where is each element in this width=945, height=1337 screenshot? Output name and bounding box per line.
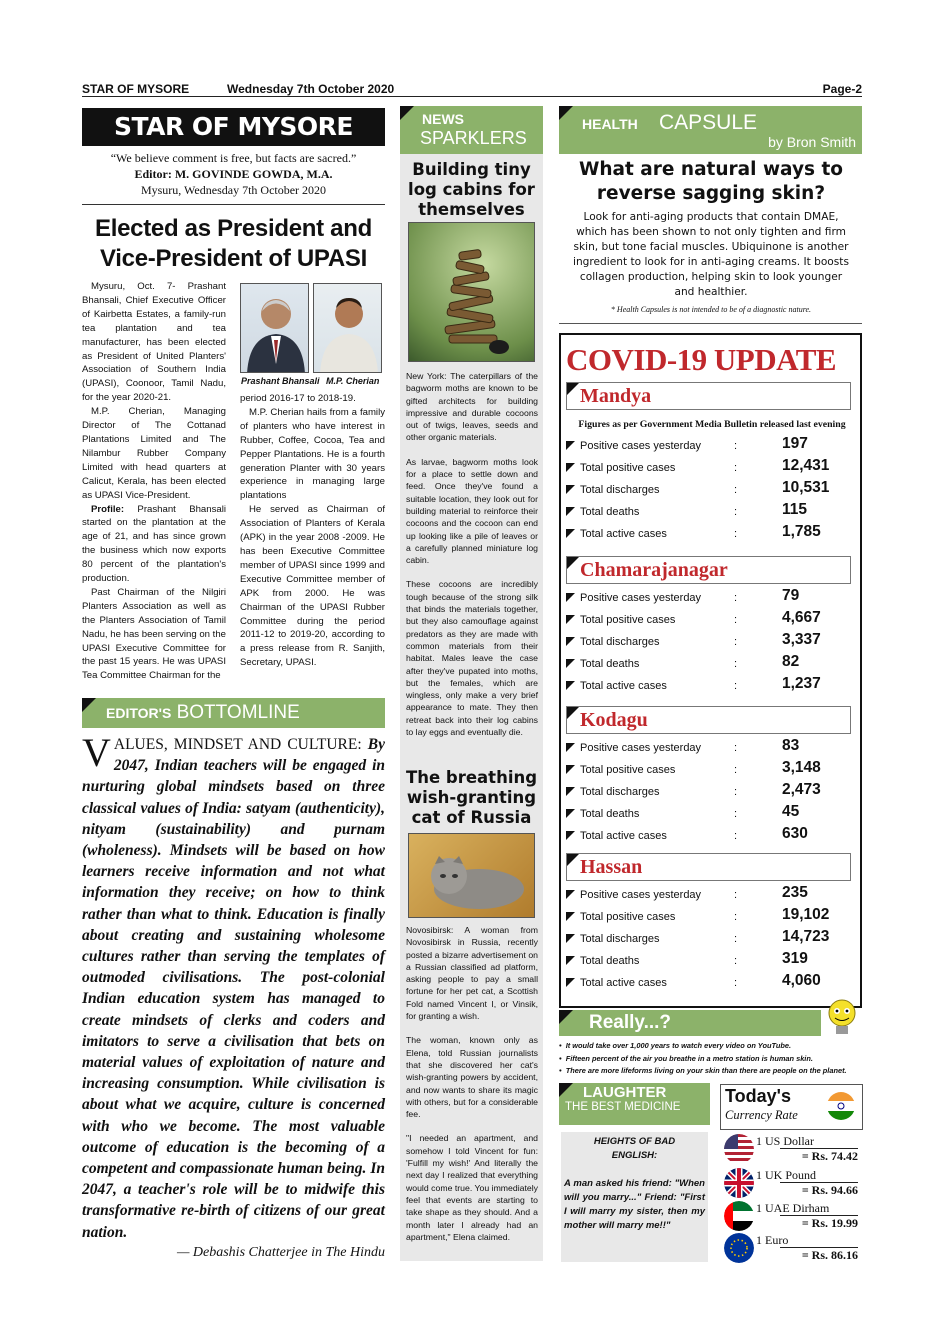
covid-stat-row bbox=[566, 674, 852, 694]
bullet-triangle bbox=[566, 659, 575, 668]
covid-stat-row bbox=[566, 883, 852, 903]
stat-label: Positive cases yesterday bbox=[580, 742, 702, 754]
dateline: Mysuru, Wednesday 7th October 2020 bbox=[140, 183, 327, 197]
joke-heading: HEIGHTS OF BAD ENGLISH: bbox=[593, 1136, 676, 1161]
stat-value: 4,667 bbox=[782, 609, 821, 626]
divider bbox=[82, 204, 385, 205]
really-title: Really...? bbox=[589, 1012, 672, 1033]
lead-paragraph: He served as Chairman of Association of Planters of Kerala (APK) in the year 2008 -2009. He has been Executive Committee member of UPASI since 1999 and Executive Committee member of APK from 2000. He was Chairman of the UPASI Rubber Committee during the period 2011-12 to 2019-20, according to a press release from R. Sanjith, Secretary, UPASI. bbox=[240, 504, 385, 669]
lead-paragraph: Mysuru, Oct. 7- Prashant Bhansali, Chief Executive Officer of Kairbetta Estates, a family-run tea plantation and tea manufacturer, has been elected as President of United Planters' Association of Southern India (UPASI), Coonoor, Tamil Nadu, for the year 2020-21. bbox=[82, 281, 226, 404]
stat-value: 82 bbox=[782, 653, 800, 670]
caption-cherian: M.P. Cherian bbox=[326, 376, 380, 386]
banner-label-bold: NEWS bbox=[422, 111, 464, 127]
editor-name: Editor: M. GOVINDE GOWDA, M.A. bbox=[134, 167, 333, 181]
bullet-triangle bbox=[566, 743, 575, 752]
colon: : bbox=[734, 764, 738, 776]
stat-value: 3,148 bbox=[782, 759, 821, 776]
banner-label-bold: EDITOR'S bbox=[106, 705, 172, 721]
stat-label: Positive cases yesterday bbox=[580, 592, 702, 604]
story1-body bbox=[406, 370, 538, 750]
editorial-signature: — Debashis Chatterjee in The Hindu bbox=[176, 1245, 385, 1260]
colon: : bbox=[734, 636, 738, 648]
colon: : bbox=[734, 440, 738, 452]
stat-label: Total positive cases bbox=[580, 462, 676, 474]
rate-name: 1 UK Pound bbox=[756, 1168, 817, 1182]
fact-item: • It would take over 1,000 years to watch every video on YouTube. bbox=[559, 1041, 792, 1050]
stat-label: Positive cases yesterday bbox=[580, 440, 702, 452]
district-header bbox=[566, 556, 851, 584]
stat-value: 79 bbox=[782, 587, 800, 604]
stat-value: 319 bbox=[782, 950, 808, 967]
stat-label: Total positive cases bbox=[580, 764, 676, 776]
bullet-triangle bbox=[566, 507, 575, 516]
stat-value: 19,102 bbox=[782, 906, 830, 923]
corner-triangle bbox=[567, 557, 579, 569]
health-capsule-banner bbox=[559, 106, 862, 154]
rate-value: = Rs. 19.99 bbox=[780, 1215, 858, 1231]
stat-value: 1,237 bbox=[782, 675, 821, 692]
header-paper: STAR OF MYSORE bbox=[82, 82, 190, 96]
stat-value: 115 bbox=[782, 501, 808, 518]
covid-stat-row bbox=[566, 927, 852, 947]
covid-title: COVID-19 UPDATE bbox=[566, 342, 837, 377]
covid-stat-row bbox=[566, 905, 852, 925]
story-paragraph: "I needed an apartment, and somehow I told Vincent for fun: 'Fulfill my wish!' And literally the next day I realized that everything would come true. You immediately feel that events are starting to take shape as they should. And a month later I already had an apartment," Elena claimed. bbox=[406, 1133, 538, 1242]
corner-triangle bbox=[559, 1083, 573, 1097]
stat-label: Total discharges bbox=[580, 933, 660, 945]
editorial-text bbox=[82, 730, 385, 1243]
story2-body bbox=[406, 924, 538, 1255]
covid-stat-row bbox=[566, 971, 852, 991]
stat-label: Total discharges bbox=[580, 786, 660, 798]
caption-prashant: Prashant Bhansali bbox=[241, 376, 320, 386]
bullet-triangle bbox=[566, 809, 575, 818]
lead-column-b bbox=[240, 392, 385, 670]
covid-stat-row bbox=[566, 758, 852, 778]
covid-stat-row bbox=[566, 780, 852, 800]
really-banner bbox=[559, 1010, 821, 1036]
cat-icon bbox=[409, 834, 535, 918]
story-paragraph: New York: The caterpillars of the bagworm moths are known to be gifted architects for building impressive and durable cocoons out of twigs, leaves, seeds and other organic materials. bbox=[406, 371, 538, 443]
story2-title: The breathing wish-granting cat of Russia bbox=[405, 768, 538, 827]
district-header bbox=[566, 382, 851, 410]
stat-value: 630 bbox=[782, 825, 808, 842]
story1-title: Building tiny log cabins for themselves bbox=[408, 160, 535, 219]
log-cabin-icon bbox=[409, 223, 535, 362]
district-name: Chamarajanagar bbox=[580, 559, 728, 581]
stat-value: 12,431 bbox=[782, 457, 830, 474]
uk-flag-icon bbox=[724, 1168, 754, 1198]
covid-stat-row bbox=[566, 652, 852, 672]
stat-value: 10,531 bbox=[782, 479, 830, 496]
rate-row bbox=[724, 1231, 864, 1263]
drop-cap: V bbox=[82, 730, 111, 775]
us-flag-icon bbox=[724, 1134, 754, 1164]
stat-label: Total active cases bbox=[580, 680, 667, 692]
colon: : bbox=[734, 592, 738, 604]
rate-name: 1 UAE Dirham bbox=[756, 1201, 830, 1215]
news-sparklers-banner bbox=[400, 106, 543, 154]
divider bbox=[559, 323, 862, 324]
covid-stat-row bbox=[566, 500, 852, 520]
covid-stat-row bbox=[566, 608, 852, 628]
bullet-triangle bbox=[566, 978, 575, 987]
stat-value: 14,723 bbox=[782, 928, 830, 945]
rate-row bbox=[724, 1199, 864, 1231]
lightbulb-icon bbox=[822, 996, 862, 1038]
bullet-triangle bbox=[566, 593, 575, 602]
profile-label: Profile: bbox=[91, 503, 125, 515]
bullet-triangle bbox=[566, 681, 575, 690]
colon: : bbox=[734, 786, 738, 798]
covid-stat-row bbox=[566, 736, 852, 756]
stat-label: Total deaths bbox=[580, 955, 640, 967]
motto: “We believe comment is free, but facts are sacred.” bbox=[110, 151, 357, 165]
lead-paragraph: Past Chairman of the Nilgiri Planters Association as well as the Planters Association of Tamil Nadu, he has been serving on the UPASI Executive Committee for the past 15 years. He was UPASI Tea Committee Chairman for the bbox=[82, 586, 227, 682]
rate-row bbox=[724, 1132, 864, 1164]
rates-subtitle: Currency Rate bbox=[725, 1108, 798, 1122]
story-paragraph: The woman, known only as Elena, told Russian journalists that she discovered her cat's wish-granting powers by accident, and now wants to share its magic with others, but for a considerable fee. bbox=[406, 1035, 538, 1120]
bullet-triangle bbox=[566, 890, 575, 899]
caterpillar-photo bbox=[408, 222, 535, 362]
portrait-icon bbox=[241, 284, 309, 373]
masthead-title: STAR OF MYSORE bbox=[82, 108, 385, 146]
photo-prashant bbox=[240, 283, 309, 373]
bullet-triangle bbox=[566, 615, 575, 624]
district-header bbox=[566, 853, 851, 881]
banner-label-light: CAPSULE bbox=[659, 111, 758, 134]
covid-note: Figures as per Government Media Bulletin released last evening bbox=[578, 419, 846, 430]
editorial-caps: ALUES, MINDSET AND CULTURE: bbox=[113, 736, 362, 753]
fact-text: It would take over 1,000 years to watch every video on YouTube. bbox=[565, 1041, 792, 1050]
banner-label bbox=[106, 702, 300, 724]
bullet-triangle bbox=[566, 956, 575, 965]
stat-label: Total positive cases bbox=[580, 614, 676, 626]
bullet-triangle bbox=[566, 787, 575, 796]
covid-stat-row bbox=[566, 586, 852, 606]
colon: : bbox=[734, 977, 738, 989]
health-byline: by Bron Smith bbox=[768, 134, 856, 150]
banner-label-light: THE BEST MEDICINE bbox=[565, 1101, 681, 1113]
lead-headline: Elected as President and Vice-President of UPASI bbox=[95, 215, 372, 272]
corner-triangle bbox=[567, 383, 579, 395]
covid-stat-row bbox=[566, 802, 852, 822]
colon: : bbox=[734, 528, 738, 540]
colon: : bbox=[734, 911, 738, 923]
photo-cherian bbox=[313, 283, 382, 373]
stat-value: 45 bbox=[782, 803, 800, 820]
stat-value: 4,060 bbox=[782, 972, 821, 989]
stat-value: 235 bbox=[782, 884, 808, 901]
colon: : bbox=[734, 614, 738, 626]
bullet-triangle bbox=[566, 529, 575, 538]
rates-header bbox=[720, 1084, 863, 1130]
lead-paragraph bbox=[82, 503, 226, 586]
corner-triangle bbox=[82, 698, 96, 712]
india-flag-icon bbox=[826, 1091, 856, 1121]
bullet-triangle bbox=[566, 485, 575, 494]
district-name: Hassan bbox=[580, 856, 643, 878]
district-name: Kodagu bbox=[580, 709, 648, 731]
page-header bbox=[82, 80, 862, 97]
stat-label: Total active cases bbox=[580, 977, 667, 989]
covid-stat-row bbox=[566, 522, 852, 542]
colon: : bbox=[734, 808, 738, 820]
fact-item: • Fifteen percent of the air you breathe in a metro station is human skin. bbox=[559, 1053, 813, 1063]
covid-stat-row bbox=[566, 434, 852, 454]
rate-name: 1 US Dollar bbox=[756, 1134, 814, 1148]
lead-column-a bbox=[82, 280, 226, 683]
lead-paragraph: period 2016-17 to 2018-19. bbox=[240, 393, 356, 404]
bullet-triangle bbox=[566, 637, 575, 646]
stat-label: Total discharges bbox=[580, 636, 660, 648]
stat-label: Total active cases bbox=[580, 830, 667, 842]
colon: : bbox=[734, 506, 738, 518]
rate-name: 1 Euro bbox=[756, 1233, 789, 1247]
story-paragraph: These cocoons are incredibly tough because of the strong silk that binds the materials together, but they also camouflage against predators as they are made with common materials from their habitat. Males leave the case after they've pupated into moths, but the females, which are wingless, only make a very brief appearance to mate. They then retreat back into their log cabins to lay eggs and eventually die. bbox=[406, 579, 538, 738]
covid-stat-row bbox=[566, 949, 852, 969]
joke-block bbox=[561, 1135, 708, 1233]
lead-paragraph: M.P. Cherian hails from a family of planters who have interest in Rubber, Coffee, Cocoa, Tea and Pepper Plantations. He is a fourth generation Planter with 30 years experience in managing large plantations bbox=[240, 406, 385, 502]
rate-value: = Rs. 94.66 bbox=[780, 1182, 858, 1198]
rate-value: = Rs. 74.42 bbox=[780, 1148, 858, 1164]
banner-label-bold: HEALTH bbox=[582, 116, 638, 132]
corner-triangle bbox=[559, 106, 573, 120]
stat-label: Total deaths bbox=[580, 808, 640, 820]
stat-label: Positive cases yesterday bbox=[580, 889, 702, 901]
colon: : bbox=[734, 462, 738, 474]
stat-label: Total active cases bbox=[580, 528, 667, 540]
editorial-body: By 2047, Indian teachers will be engaged in nurturing global mindsets based on three classical values of India: satyam (authenticity), nityam (sustainability) and purnam (wholeness). Mindsets will be based on how learners receive information and not what information they receive; on how to think rather than what to think. Education is finally about creating and sustaining wholesome cultures rather than serving the templates of outmoded civilisations. The post-colonial Indian education system has managed to create mindsets of clerks and coders and imitators to serve a civilisation that bets on material values of exploitation of nature and increasing consumption. While civilisation is about what we acquire, culture is concerned with who we become. The most valuable outcome of education is the becoming of a competent and compassionate human being. In 2047, a teacher's role will be to midwife this transformative re-birth of citizens of our great nation. bbox=[82, 736, 385, 1241]
bullet-triangle bbox=[566, 765, 575, 774]
district-header bbox=[566, 706, 851, 734]
banner-label-bold: LAUGHTER bbox=[583, 1084, 667, 1101]
rate-value: = Rs. 86.16 bbox=[780, 1247, 858, 1263]
colon: : bbox=[734, 889, 738, 901]
health-answer: Look for anti-aging products that contain DMAE, which has been shown to not only tighten and firm skin, but tone facial muscles. Ubiquinone is another ingredient to look for in anti-aging creams. It boosts collagen production, helping skin to look younger and healthier. bbox=[573, 211, 849, 298]
covid-stat-row bbox=[566, 630, 852, 650]
portrait-icon bbox=[314, 284, 382, 373]
bullet-triangle bbox=[566, 463, 575, 472]
covid-stat-row bbox=[566, 478, 852, 498]
stat-label: Total positive cases bbox=[580, 911, 676, 923]
header-page: Page-2 bbox=[822, 82, 862, 96]
bullet-triangle bbox=[566, 934, 575, 943]
stat-label: Total deaths bbox=[580, 658, 640, 670]
rates-title: Today's bbox=[725, 1086, 791, 1106]
fact-text: Fifteen percent of the air you breathe in a metro station is human skin. bbox=[565, 1053, 813, 1063]
header-date: Wednesday 7th October 2020 bbox=[227, 82, 395, 96]
colon: : bbox=[734, 680, 738, 692]
stat-label: Total discharges bbox=[580, 484, 660, 496]
colon: : bbox=[734, 484, 738, 496]
lead-paragraph: M.P. Cherian, Managing Director of The Cottanad Plantations Limited and The Nilambur Rubber Company Limited with head quarters at Calicut, Kerala, has been elected as UPASI Vice-President. bbox=[82, 406, 226, 501]
editors-bottomline-banner bbox=[82, 698, 385, 728]
uae-flag-icon bbox=[724, 1201, 754, 1231]
really-facts bbox=[559, 1040, 862, 1078]
bullet-triangle bbox=[566, 831, 575, 840]
corner-triangle bbox=[559, 1010, 573, 1024]
stat-label: Total deaths bbox=[580, 506, 640, 518]
story-paragraph: Novosibirsk: A woman from Novosibirsk in Russia, recently posted a bizarre advertisement on a Russian classified ad platform, asking people to pay a small fortune for her pet cat, a Scottish Fold named Vincent I, or Vinsik, for granting a wish. bbox=[406, 925, 538, 1022]
health-question: What are natural ways to reverse sagging skin? bbox=[578, 159, 844, 204]
stat-value: 1,785 bbox=[782, 523, 821, 540]
corner-triangle bbox=[400, 106, 414, 120]
banner-label-light: BOTTOMLINE bbox=[176, 702, 300, 723]
fact-item: • There are more lifeforms living on your skin than there are people on the planet. bbox=[559, 1066, 847, 1075]
colon: : bbox=[734, 742, 738, 754]
banner-label-light: SPARKLERS bbox=[420, 128, 527, 148]
stat-value: 197 bbox=[782, 435, 808, 452]
fact-text: There are more lifeforms living on your skin than there are people on the planet. bbox=[565, 1066, 847, 1075]
cat-photo bbox=[408, 833, 535, 918]
masthead-block bbox=[82, 150, 385, 198]
joke-text: A man asked his friend: "When will you marry..." Friend: "First I will marry my sister, then my mother will marry me!!" bbox=[564, 1178, 705, 1231]
colon: : bbox=[734, 658, 738, 670]
bullet-triangle bbox=[566, 912, 575, 921]
story-paragraph: As larvae, bagworm moths look for a place to settle down and feed. Once they've found a suitable location, they look out for building material to reinforce their cocoons and the cocoon can end up looking like a pile of leaves or a carefully planned miniature log cabin. bbox=[406, 456, 538, 566]
covid-stat-row bbox=[566, 824, 852, 844]
rate-row bbox=[724, 1166, 864, 1198]
colon: : bbox=[734, 933, 738, 945]
stat-value: 83 bbox=[782, 737, 800, 754]
colon: : bbox=[734, 955, 738, 967]
laughter-banner bbox=[559, 1083, 710, 1125]
district-name: Mandya bbox=[580, 385, 652, 407]
bullet-triangle bbox=[566, 441, 575, 450]
stat-value: 2,473 bbox=[782, 781, 821, 798]
stat-value: 3,337 bbox=[782, 631, 821, 648]
health-disclaimer: * Health Capsules is not intended to be of a diagnostic nature. bbox=[610, 305, 812, 314]
covid-stat-row bbox=[566, 456, 852, 476]
profile-text: Prashant Bhansali started on the plantation at the age of 21, and has since grown the business which now exports 80 percent of the plantation's production. bbox=[82, 503, 226, 585]
corner-triangle bbox=[567, 854, 579, 866]
colon: : bbox=[734, 830, 738, 842]
corner-triangle bbox=[567, 707, 579, 719]
eu-flag-icon bbox=[724, 1233, 754, 1263]
